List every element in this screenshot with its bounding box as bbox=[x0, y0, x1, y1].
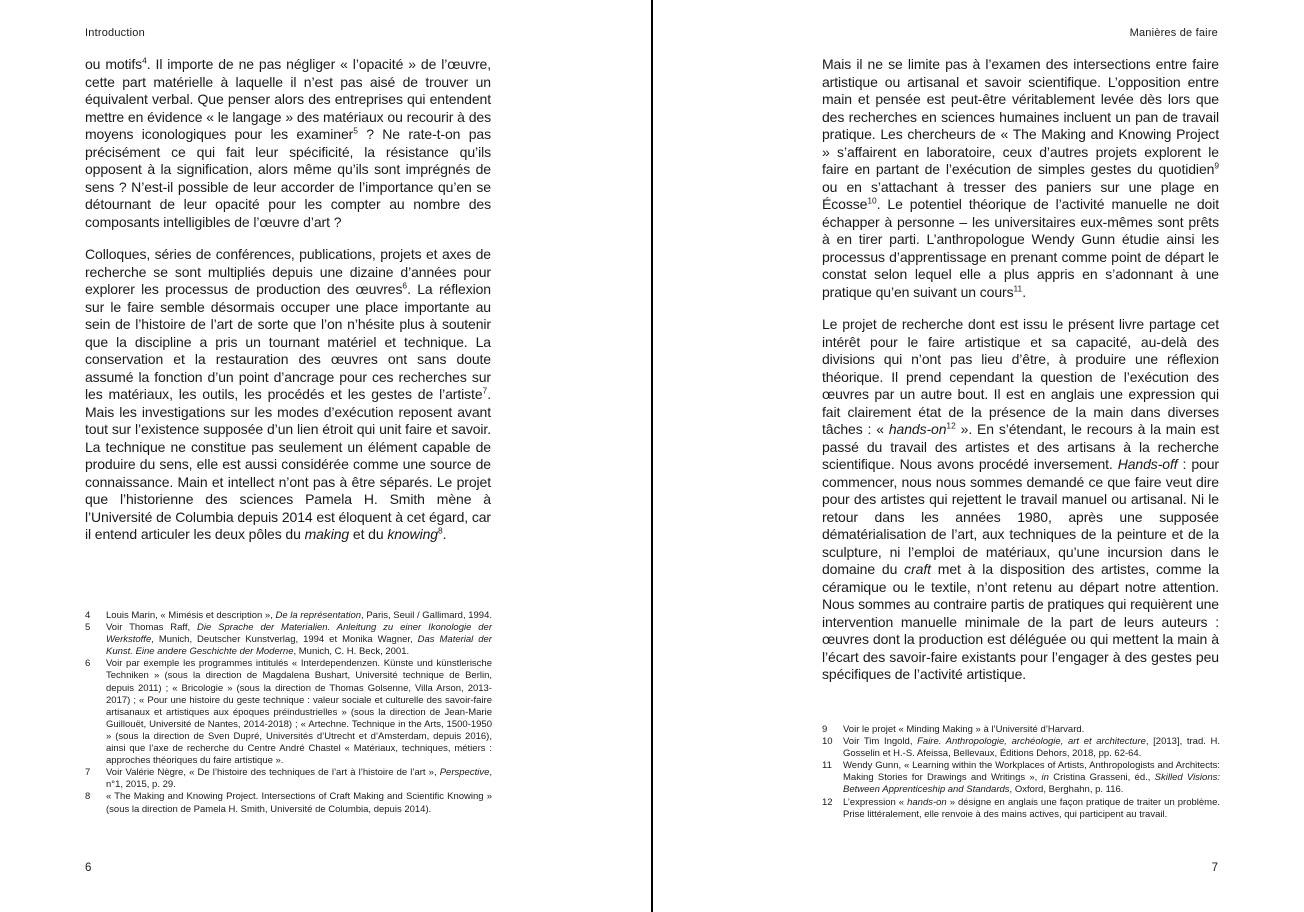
left-body-text bbox=[85, 56, 491, 544]
paragraph: Le projet de recherche dont est issu le présent livre partage cet intérêt pour le faire artistique et sa capacité, au-delà des divisions qui n’ont pas lieu d’être, à produire une réflexion théorique. Il prend cependant la question de l’exécution des œuvres par un autre bout. Il est en anglais une expression qui fait clairement état de la présence de la main dans diverses tâches : « hands-$on^{12}$ ». En s’étendant, le recours à la main est passé du travail des artistes et des artisans à la recherche scientifique. Nous avons procédé inversement. Hands-off : pour commencer, nous nous sommes demandé ce que faire veut dire pour des artistes qui rejettent le travail manuel ou artisanal. Ni le retour dans les années 1980, après une supposée dématérialisation de l’art, aux techniques de la peinture et de la sculpture, ni l’emploi de matériaux, qu’une incursion dans le domaine du craft met à la disposition des artistes, comme la céramique ou le textile, n’ont retenu au départ notre attention. Nous sommes au contraire partis de pratiques qui requièrent une intervention manuelle minimale de la part de leurs auteurs : œuvres dont la production est déléguée ou qui mettent la main à l’écart des savoir-faire existants pour l’engager à des gestes peu spécifiques de l’activité artistique. bbox=[822, 316, 1219, 682]
footnote bbox=[85, 622, 492, 658]
footnote-number: 6 bbox=[85, 658, 91, 670]
footnote-number: 10 bbox=[822, 736, 833, 748]
running-header-left: Introduction bbox=[85, 27, 145, 39]
footnote-text: Voir Valérie Nègre, « De l’histoire des techniques de l’art à l’histoire de l’art », Perspective, n°1, 2015, p. 29. bbox=[106, 767, 492, 791]
footnote-number: 8 bbox=[85, 791, 91, 803]
running-header-right: Manières de faire bbox=[1129, 27, 1218, 39]
right-footnotes bbox=[822, 724, 1220, 821]
footnote-text: « The Making and Knowing Project. Intersections of Craft Making and Scientific Knowing » (sous la direction de Pamela H. Smith, Université de Columbia, depuis 2014). bbox=[106, 791, 492, 815]
paragraph: Colloques, séries de conférences, publications, projets et axes de recherche se sont multipliés depuis une dizaine d’années pour explorer les processus de production des œuvres$^6$. La réflexion sur le faire semble désormais occuper une place importante au sein de l’histoire de l’art de sorte que l’on n’hésite plus à soutenir que la discipline a pris un tournant matériel et technique. La conservation et la restauration des œuvres ont sans doute assumé la fonction d’un point d’ancrage pour ces recherches sur les matériaux, les outils, les procédés et les gestes de l’artiste$^7$. Mais les investigations sur les modes d’exécution reposent avant tout sur l’existence supposée d’un lien étroit qui unit faire et savoir. La technique ne constitue pas seulement un élément capable de produire du sens, elle est aussi considérée comme une source de connaissance. Main et intellect n’ont pas à être séparés. Le projet que l’historienne des sciences Pamela H. Smith mène à l’Université de Columbia depuis 2014 est éloquent à cet égard, car il entend articuler les deux pôles du making et du knowing$^8$. bbox=[85, 246, 491, 542]
paragraph: Mais il ne se limite pas à l’examen des intersections entre faire artistique ou artisanal et savoir scientifique. L’opposition entre main et pensée est peut-être véritablement levée dès lors que des recherches en sciences humaines incluent un pan de travail pratique. Les chercheurs de « The Making and Knowing Project » s’affairent en laboratoire, ceux d’autres projets explorent le faire en partant de l’exécution de simples gestes du quotidien$^9$ ou en s’attachant à tresser des paniers sur une plage en Écosse$^{10}$. Le potentiel théorique de l’activité manuelle ne doit échapper à personne – les universitaires eux-mêmes sont prêts à en tirer parti. L’anthropologue Wendy Gunn étudie ainsi les processus d’apprentissage en prenant comme point de départ le constat selon lequel elle a plus appris en s’adonnant à une pratique qu’en suivant un cours$^{11}$. bbox=[822, 56, 1219, 300]
footnote-number: 9 bbox=[822, 724, 828, 735]
footnote bbox=[822, 760, 1220, 796]
footnote-number: 5 bbox=[85, 622, 91, 634]
footnote-text: Voir Tim Ingold, Faire. Anthropologie, archéologie, art et architecture, [2013], trad. H. Gosselin et H.-S. Afeissa, Bellevaux, Éditions Dehors, 2018, pp. 62-64. bbox=[843, 736, 1220, 760]
footnote-text: Voir le projet « Minding Making » à l’Université d’Harvard. bbox=[843, 724, 1085, 735]
footnote bbox=[85, 610, 492, 622]
footnote-number: 12 bbox=[822, 796, 833, 808]
footnote-number: 11 bbox=[822, 760, 832, 772]
footnote bbox=[85, 767, 492, 791]
footnote-text: Wendy Gunn, « Learning within the Workplaces of Artists, Anthropologists and Architects: Making Stories for Drawings and Writings », in Cristina Grasseni, éd., Skilled Visions: Between Apprenticeship and Standards, Oxford, Berghahn, p. 116. bbox=[843, 760, 1221, 796]
left-footnotes bbox=[85, 610, 492, 816]
footnote bbox=[822, 724, 1220, 736]
page-number-left: 6 bbox=[85, 862, 92, 874]
right-page bbox=[653, 0, 1304, 912]
footnote bbox=[822, 736, 1220, 760]
footnote bbox=[85, 791, 492, 815]
footnote bbox=[85, 658, 492, 767]
left-page bbox=[0, 0, 651, 912]
footnote-text: Voir Thomas Raff, Die Sprache der Materialien. Anleitung zu einer Ikonologie der Werkstoffe, Munich, Deutscher Kunstverlag, 1994 et Monika Wagner, Das Material der Kunst. Eine andere Geschichte der Moderne, Munich, C. H. Beck, 2001. bbox=[106, 622, 492, 658]
footnote-text: Voir par exemple les programmes intitulés « Interdependenzen. Künste und künstlerische Techniken » (sous la direction de Magdalena Bushart, Université technique de Berlin, depuis 2011) ; « Bricologie » (sous la direction de Thomas Golsenne, Villa Arson, 2013-2017) ; « Pour une histoire du geste technique : valeur sociale et culturelle des savoir-faire artisanaux et artistiques aux époques préindustrielles » (sous la direction de Jean-Marie Guillouët, Université de Nantes, 2014-2018) ; « Artechne. Technique in the Arts, 1500-1950 » (sous la direction de Sven Dupré, Universités d’Utrecht et d’Amsterdam, depuis 2016), ainsi que l’axe de recherche du Centre André Chastel « Matériaux, techniques, métiers : approches théoriques du faire artistique ». bbox=[106, 658, 492, 767]
footnote-number: 7 bbox=[85, 767, 91, 779]
page-number-right: 7 bbox=[1211, 862, 1218, 874]
footnote-number: 4 bbox=[85, 610, 91, 621]
footnote-text: L’expression « hands-on » désigne en anglais une façon pratique de traiter un problème. Prise littéralement, elle renvoie à des mains actives, qui participent au travail. bbox=[843, 796, 1220, 820]
footnote-text: Louis Marin, « Mimésis et description », De la représentation, Paris, Seuil / Gallimard, 1994. bbox=[106, 610, 492, 621]
paragraph: ou motifs$^4$. Il importe de ne pas négliger « l’opacité » de l’œuvre, cette part matérielle à laquelle il n’est pas aisé de trouver un équivalent verbal. Que penser alors des entreprises qui entendent mettre en évidence « le langage » des matériaux ou recourir à des moyens iconologiques pour les examiner$^5$ ? Ne rate-t-on pas précisément ce qui fait leur spécificité, la résistance qu’ils opposent à la signification, alors même qu’ils sont imprégnés de sens ? N’est-il possible de leur accorder de l’importance qu’en se détournant de leur opacité pour les compter au nombre des composants intelligibles de l’œuvre d’art ? bbox=[85, 55, 491, 230]
footnote bbox=[822, 797, 1220, 821]
right-body-text bbox=[822, 56, 1219, 684]
